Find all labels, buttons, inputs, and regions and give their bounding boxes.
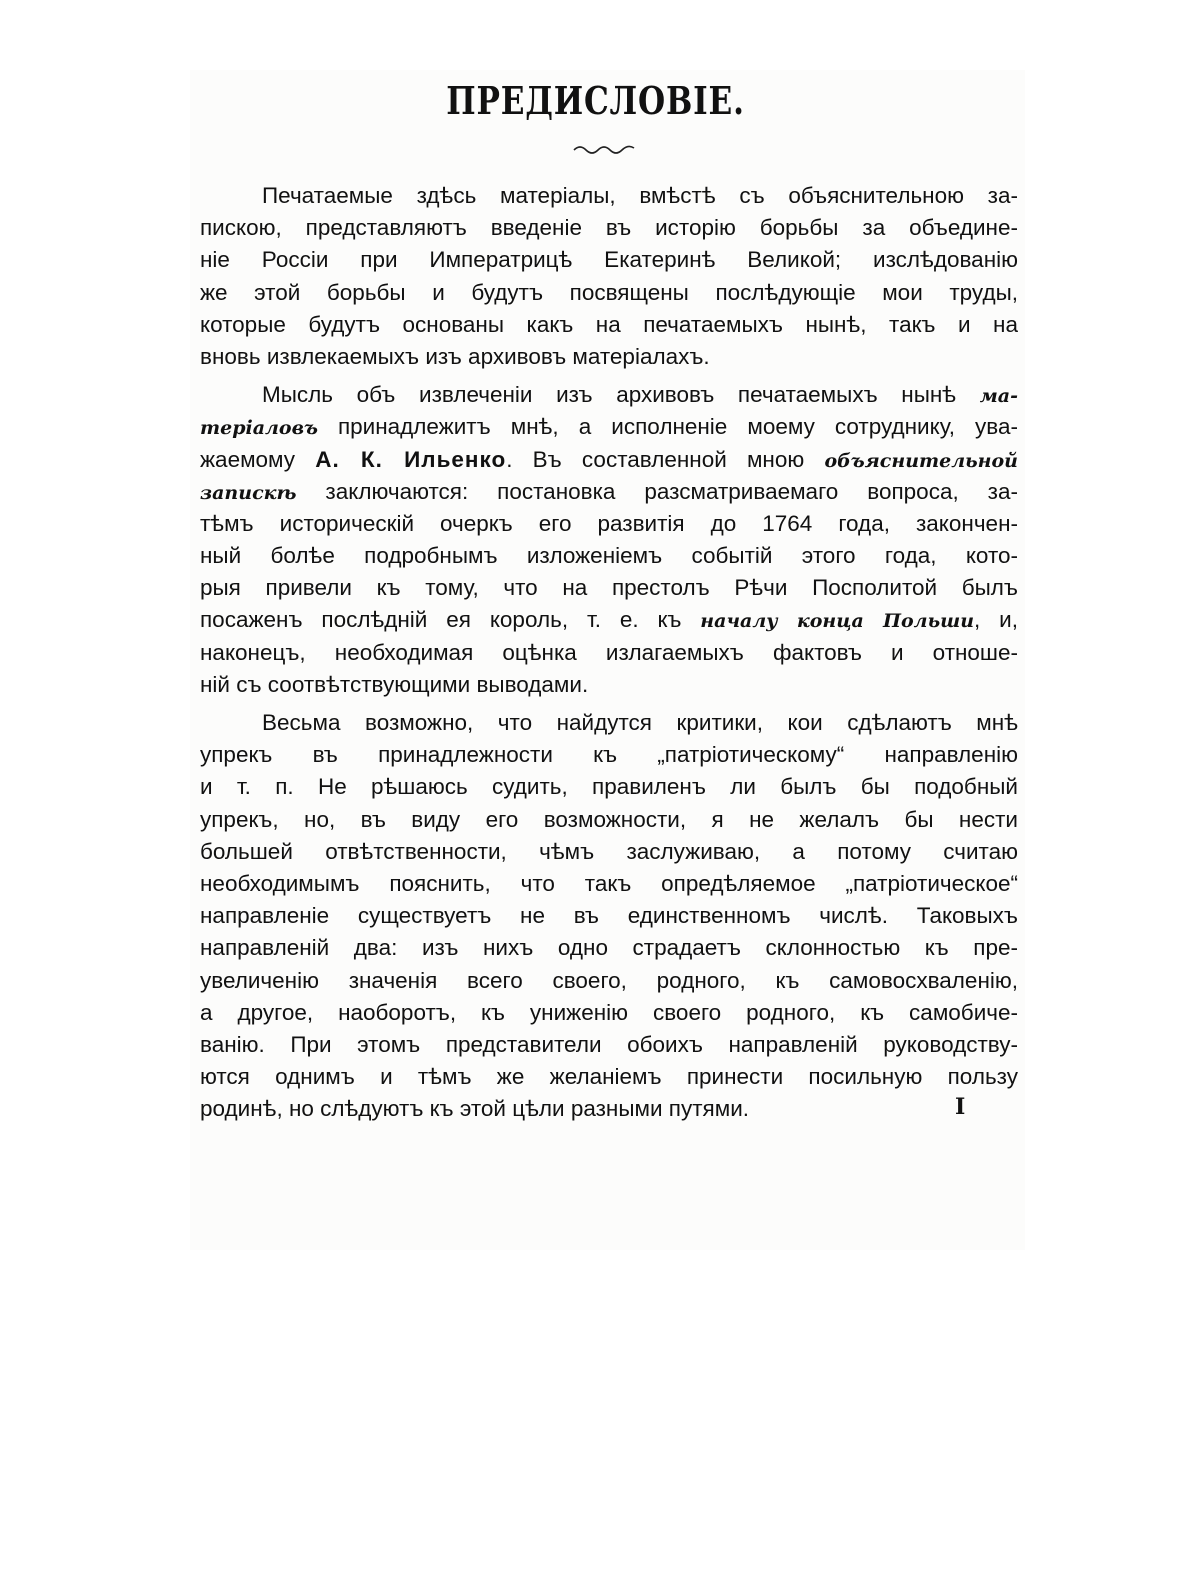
text-line: наконецъ, необходимая оцѣнка излагаемыхъ фактовъ и отноше- — [200, 639, 1018, 665]
text-line — [200, 379, 1018, 411]
text-run: . Въ составленной мною — [506, 446, 825, 472]
text-line: ный болѣе подробнымъ изложеніемъ событій этого года, кото- — [200, 543, 1018, 569]
text-line: Весьма возможно, что найдутся критики, кои сдѣлаютъ мнѣ — [262, 710, 1018, 735]
text-run: заключаются: постановка разсматриваемаго вопроса, за- — [296, 478, 1018, 504]
text-line: ются однимъ и тѣмъ же желаніемъ принести посильную пользу — [200, 1064, 1018, 1090]
author-name: А. К. Ильенко — [315, 446, 507, 472]
text-line: же этой борьбы и будутъ посвящены послѣдующіе мои труды, — [200, 279, 1018, 305]
text-line: Печатаемые здѣсь матеріалы, вмѣстѣ съ объяснительною за- — [262, 183, 1018, 208]
text-line: направленіе существуетъ не въ единственномъ числѣ. Таковыхъ — [200, 903, 1018, 929]
text-line — [200, 476, 1018, 508]
text-run: жаемому — [200, 446, 316, 472]
text-line: и т. п. Не рѣшаюсь судить, правиленъ ли былъ бы подобный — [200, 774, 1018, 800]
text-line: тѣмъ историческій очеркъ его развитія до 1764 года, закончен- — [200, 510, 1018, 536]
text-run: принадлежитъ мнѣ, а исполненіе моему сотруднику, ува- — [317, 414, 1018, 440]
text-run: посаженъ послѣдній ея король, т. е. къ — [200, 607, 701, 633]
text-line: пискою, представляютъ введеніе въ исторію борьбы за объедине- — [200, 215, 1018, 241]
italic-term: объяснительной — [824, 449, 1018, 472]
italic-term: теріаловъ — [200, 417, 318, 440]
paragraph-1 — [200, 180, 1018, 373]
paragraph-3 — [200, 707, 1018, 1125]
page-number: I — [955, 1094, 966, 1120]
text-line — [200, 411, 1018, 443]
italic-term: началу конца Польши — [700, 610, 975, 633]
text-line: которые будутъ основаны какъ на печатаемыхъ нынѣ, такъ и на — [200, 311, 1018, 337]
text-line: ній съ соотвѣтствующими выводами. — [200, 671, 589, 697]
text-line: упрекъ, но, въ виду его возможности, я не желалъ бы нести — [200, 806, 1018, 832]
text-line: рыя привели къ тому, что на престолъ Рѣчи Посполитой былъ — [200, 575, 1018, 601]
preface-text — [200, 180, 1018, 1131]
text-line — [200, 444, 1018, 476]
page-title: ПРЕДИСЛОВІЕ. — [446, 78, 745, 123]
text-line: необходимымъ пояснить, что такъ опредѣляемое „патріотическое“ — [200, 870, 1018, 896]
text-line: упрекъ въ принадлежности къ „патріотическому“ направленію — [200, 742, 1018, 768]
text-run: Мысль объ извлеченіи изъ архивовъ печатаемыхъ нынѣ — [262, 382, 980, 408]
text-line: а другое, наоборотъ, къ униженію своего родного, къ самобиче- — [200, 999, 1018, 1025]
text-line: вновь извлекаемыхъ изъ архивовъ матеріалахъ. — [200, 343, 710, 369]
text-line: родинѣ, но слѣдуютъ къ этой цѣли разными путями. — [200, 1096, 750, 1122]
italic-term: ма- — [979, 385, 1018, 408]
text-line: ніе Россіи при Императрицѣ Екатеринѣ Великой; изслѣдованію — [200, 247, 1018, 273]
text-line: большей отвѣтственности, чѣмъ заслуживаю, а потому считаю — [200, 838, 1018, 864]
text-line: направленій два: изъ нихъ одно страдаетъ склонностью къ пре- — [200, 935, 1018, 961]
text-run: , и, — [974, 607, 1018, 633]
text-line — [200, 604, 1018, 636]
italic-term: запискѣ — [200, 481, 297, 504]
text-line: увеличенію значенія всего своего, родного, къ самовосхваленію, — [200, 967, 1018, 993]
text-line: ванію. При этомъ представители обоихъ направленій руководству- — [200, 1031, 1018, 1057]
paragraph-2 — [200, 379, 1018, 701]
title-ornament-icon — [572, 142, 638, 156]
